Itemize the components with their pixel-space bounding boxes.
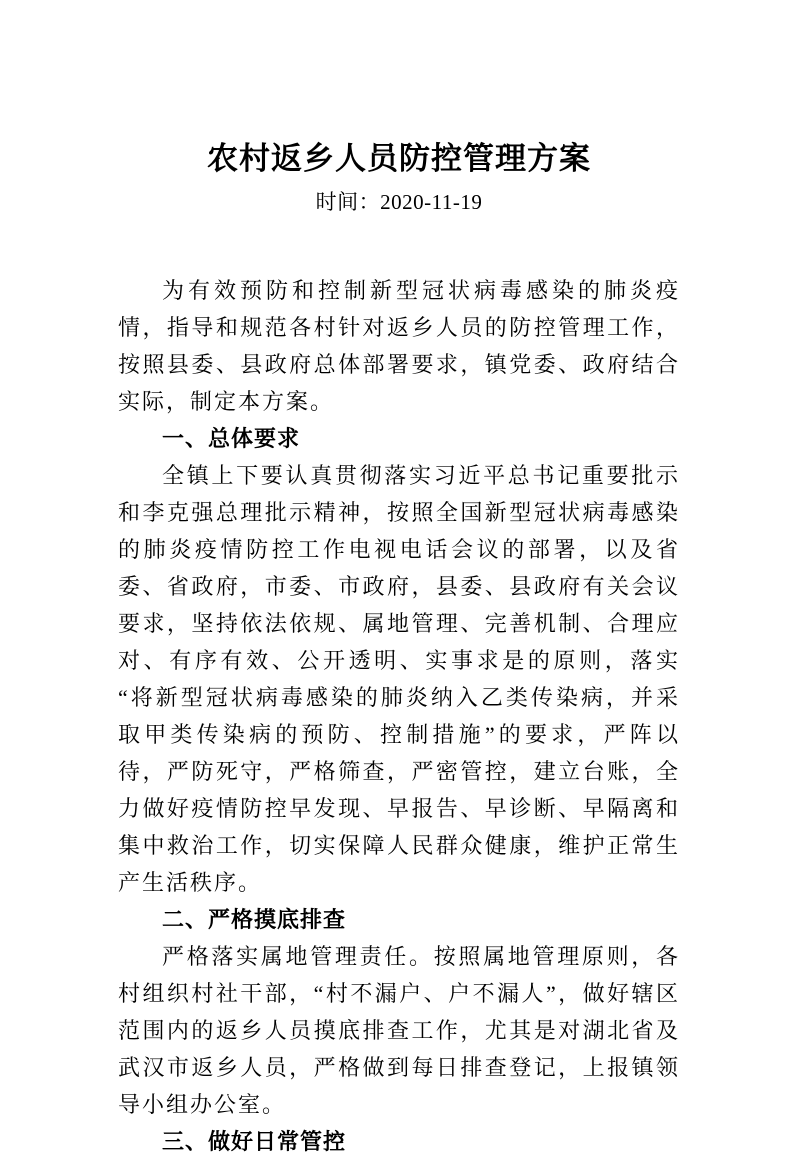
- document-title: 农村返乡人员防控管理方案: [207, 141, 591, 176]
- body-paragraph: 严格落实属地管理责任。按照属地管理原则，各村组织村社干部，“村不漏户、户不漏人”，做好辖区范围内的返乡人员摸底排查工作，尤其是对湖北省及武汉市返乡人员，严格做到每日排查登记，上报镇领导小组办公室。: [118, 944, 680, 1117]
- section-heading: 一、总体要求: [162, 426, 301, 451]
- section-heading: 三、做好日常管控: [162, 1129, 347, 1154]
- document-body: [118, 272, 680, 1160]
- document-content-column: [118, 0, 680, 1160]
- body-paragraph: 全镇上下要认真贯彻落实习近平总书记重要批示和李克强总理批示精神，按照全国新型冠状病毒感染的肺炎疫情防控工作电视电话会议的部署，以及省委、省政府，市委、市政府，县委、县政府有关会议要求，坚持依法依规、属地管理、完善机制、合理应对、有序有效、公开透明、实事求是的原则，落实“将新型冠状病毒感染的肺炎纳入乙类传染病，并采取甲类传染病的预防、控制措施”的要求，严阵以待，严防死守，严格筛查，严密管控，建立台账，全力做好疫情防控早发现、早报告、早诊断、早隔离和集中救治工作，切实保障人民群众健康，维护正常生产生活秩序。: [118, 463, 680, 895]
- section-heading: 二、严格摸底排查: [162, 907, 347, 932]
- body-paragraph: 为有效预防和控制新型冠状病毒感染的肺炎疫情，指导和规范各村针对返乡人员的防控管理工作，按照县委、县政府总体部署要求，镇党委、政府结合实际，制定本方案。: [118, 278, 680, 414]
- document-date-line: 时间：2020-11-19: [315, 190, 483, 214]
